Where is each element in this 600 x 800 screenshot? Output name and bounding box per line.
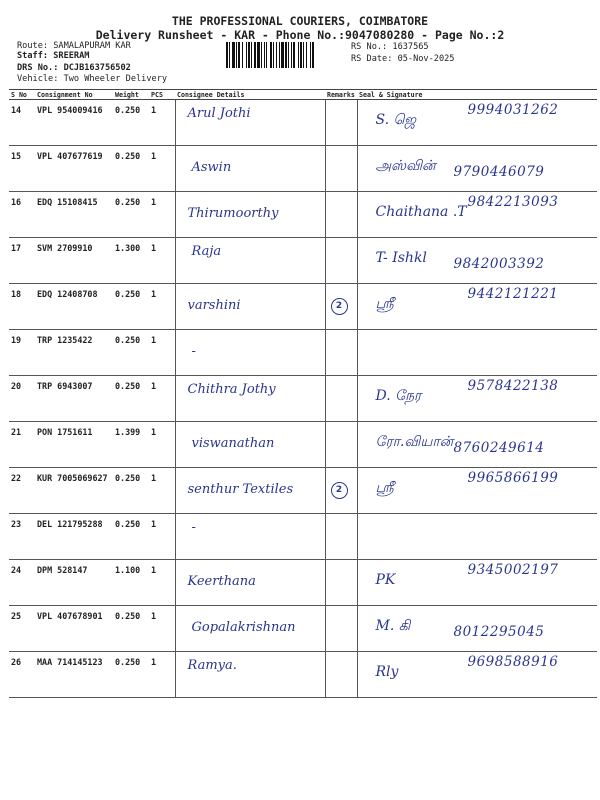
seal-signature-cell <box>357 422 597 468</box>
consignee-name: Keerthana <box>187 574 256 589</box>
sno-cell: 16 <box>9 192 35 238</box>
rs-number: RS No.: 1637565 <box>351 42 429 52</box>
company-title: THE PROFESSIONAL COURIERS, COIMBATORE <box>171 14 429 28</box>
remarks-cell <box>325 468 357 514</box>
remark-circle: 2 <box>331 482 348 499</box>
col-consignment: Consignment No <box>35 90 113 100</box>
sno-cell: 20 <box>9 376 35 422</box>
consignee-name: - <box>191 520 196 535</box>
table-row <box>9 146 597 192</box>
consignment-cell: TRP 6943007 <box>35 376 113 422</box>
consignment-cell: VPL 407678901 <box>35 606 113 652</box>
consignee-name: senthur Textiles <box>187 482 294 497</box>
sno-cell: 25 <box>9 606 35 652</box>
seal-text: D. நேர <box>375 388 422 404</box>
consignee-cell <box>175 560 325 606</box>
pcs-cell: 1 <box>149 238 175 284</box>
pcs-cell: 1 <box>149 422 175 468</box>
seal-text: M. கி <box>375 618 411 634</box>
remarks-cell <box>325 606 357 652</box>
pcs-cell: 1 <box>149 606 175 652</box>
seal-signature-cell <box>357 652 597 698</box>
consignee-cell <box>175 652 325 698</box>
sno-cell: 19 <box>9 330 35 376</box>
pcs-cell: 1 <box>149 560 175 606</box>
pcs-cell: 1 <box>149 468 175 514</box>
drs-number: DRS No.: DCJB163756502 <box>17 63 131 73</box>
seal-text: Chaithana .T <box>375 204 467 220</box>
phone-number: 9965866199 <box>467 470 559 486</box>
consignee-name: - <box>191 344 196 359</box>
consignee-name: Aswin <box>191 160 232 175</box>
pcs-cell: 1 <box>149 330 175 376</box>
phone-number: 9842003392 <box>453 256 545 272</box>
seal-text: ரோ.வியான் <box>375 434 454 450</box>
weight-cell: 1.100 <box>113 560 149 606</box>
rs-date: RS Date: 05-Nov-2025 <box>351 54 455 64</box>
phone-number: 9442121221 <box>467 286 559 302</box>
seal-signature-cell <box>357 468 597 514</box>
weight-cell: 0.250 <box>113 284 149 330</box>
consignment-cell: SVM 2709910 <box>35 238 113 284</box>
consignee-name: Ramya. <box>187 658 237 673</box>
col-seal: Seal & Signature <box>357 90 597 100</box>
route-text: Route: SAMALAPURAM KAR <box>17 41 131 51</box>
col-remarks: Remarks <box>325 90 357 100</box>
consignment-cell: TRP 1235422 <box>35 330 113 376</box>
table-row <box>9 284 597 330</box>
consignee-cell <box>175 238 325 284</box>
consignment-cell: VPL 407677619 <box>35 146 113 192</box>
weight-cell: 0.250 <box>113 192 149 238</box>
seal-signature-cell <box>357 606 597 652</box>
table-row <box>9 468 597 514</box>
seal-signature-cell <box>357 330 597 376</box>
consignee-cell <box>175 606 325 652</box>
seal-signature-cell <box>357 560 597 606</box>
weight-cell: 0.250 <box>113 652 149 698</box>
pcs-cell: 1 <box>149 514 175 560</box>
remarks-cell <box>325 192 357 238</box>
table-row <box>9 192 597 238</box>
remarks-cell <box>325 560 357 606</box>
remarks-cell <box>325 514 357 560</box>
phone-number: 9698588916 <box>467 654 559 670</box>
table-header-row <box>9 90 597 100</box>
col-weight: Weight <box>113 90 149 100</box>
consignee-cell <box>175 100 325 146</box>
barcode-image <box>226 42 346 68</box>
table-row <box>9 514 597 560</box>
consignee-cell <box>175 468 325 514</box>
sno-cell: 26 <box>9 652 35 698</box>
table-row <box>9 376 597 422</box>
table-row <box>9 422 597 468</box>
consignee-cell <box>175 376 325 422</box>
sno-cell: 15 <box>9 146 35 192</box>
consignment-cell: DEL 121795288 <box>35 514 113 560</box>
runsheet-subtitle: Delivery Runsheet - KAR - Phone No.:9047080280 - Page No.:2 <box>95 28 505 42</box>
consignment-cell: VPL 954009416 <box>35 100 113 146</box>
consignment-cell: MAA 714145123 <box>35 652 113 698</box>
phone-number: 9578422138 <box>467 378 559 394</box>
consignee-cell <box>175 146 325 192</box>
weight-cell: 0.250 <box>113 100 149 146</box>
table-row <box>9 100 597 146</box>
table-row <box>9 560 597 606</box>
remarks-cell <box>325 146 357 192</box>
table-row <box>9 238 597 284</box>
consignment-cell: PON 1751611 <box>35 422 113 468</box>
weight-cell: 0.250 <box>113 330 149 376</box>
col-consignee: Consignee Details <box>175 90 325 100</box>
consignee-cell <box>175 422 325 468</box>
remarks-cell <box>325 100 357 146</box>
pcs-cell: 1 <box>149 146 175 192</box>
table-row <box>9 652 597 698</box>
sno-cell: 24 <box>9 560 35 606</box>
sno-cell: 22 <box>9 468 35 514</box>
sno-cell: 18 <box>9 284 35 330</box>
runsheet-table <box>9 89 597 698</box>
seal-signature-cell <box>357 514 597 560</box>
weight-cell: 1.399 <box>113 422 149 468</box>
table-row <box>9 330 597 376</box>
phone-number: 9994031262 <box>467 102 559 118</box>
pcs-cell: 1 <box>149 192 175 238</box>
consignee-cell <box>175 192 325 238</box>
col-sno: S No <box>9 90 35 100</box>
seal-text: ஸ்ரீ <box>375 296 394 312</box>
consignee-name: Arul Jothi <box>187 106 251 121</box>
weight-cell: 0.250 <box>113 514 149 560</box>
seal-signature-cell <box>357 192 597 238</box>
remarks-cell <box>325 652 357 698</box>
seal-signature-cell <box>357 146 597 192</box>
seal-text: ஸ்ரீ <box>375 480 394 496</box>
seal-signature-cell <box>357 238 597 284</box>
consignee-name: Thirumoorthy <box>187 206 279 221</box>
consignee-name: Raja <box>191 244 222 259</box>
remarks-cell <box>325 376 357 422</box>
phone-number: 8760249614 <box>453 440 545 456</box>
pcs-cell: 1 <box>149 652 175 698</box>
consignee-name: Gopalakrishnan <box>191 620 296 635</box>
sno-cell: 21 <box>9 422 35 468</box>
col-pcs: PCS <box>149 90 175 100</box>
seal-text: அஸ்வின் <box>375 158 436 174</box>
phone-number: 9842213093 <box>467 194 559 210</box>
seal-signature-cell <box>357 376 597 422</box>
phone-number: 8012295045 <box>453 624 545 640</box>
sno-cell: 17 <box>9 238 35 284</box>
seal-signature-cell <box>357 284 597 330</box>
seal-text: Rly <box>375 664 399 680</box>
consignment-cell: EDQ 15108415 <box>35 192 113 238</box>
weight-cell: 0.250 <box>113 376 149 422</box>
remarks-cell <box>325 422 357 468</box>
weight-cell: 0.250 <box>113 146 149 192</box>
consignment-cell: EDQ 12408708 <box>35 284 113 330</box>
consignee-cell <box>175 284 325 330</box>
consignee-name: Chithra Jothy <box>187 382 276 397</box>
consignment-cell: DPM 528147 <box>35 560 113 606</box>
remarks-cell <box>325 330 357 376</box>
remarks-cell <box>325 238 357 284</box>
consignment-cell: KUR 7005069627 <box>35 468 113 514</box>
pcs-cell: 1 <box>149 376 175 422</box>
consignee-name: viswanathan <box>191 436 275 451</box>
table-row <box>9 606 597 652</box>
consignee-cell <box>175 330 325 376</box>
phone-number: 9345002197 <box>467 562 559 578</box>
phone-number: 9790446079 <box>453 164 545 180</box>
staff-text: Staff: SREERAM <box>17 51 90 61</box>
seal-text: PK <box>375 572 396 588</box>
remarks-cell <box>325 284 357 330</box>
weight-cell: 0.250 <box>113 606 149 652</box>
remark-circle: 2 <box>331 298 348 315</box>
sno-cell: 23 <box>9 514 35 560</box>
pcs-cell: 1 <box>149 100 175 146</box>
vehicle-text: Vehicle: Two Wheeler Delivery <box>17 74 168 84</box>
pcs-cell: 1 <box>149 284 175 330</box>
seal-text: S. ஜெ <box>375 112 417 128</box>
seal-signature-cell <box>357 100 597 146</box>
weight-cell: 1.300 <box>113 238 149 284</box>
consignee-name: varshini <box>187 298 241 313</box>
weight-cell: 0.250 <box>113 468 149 514</box>
sno-cell: 14 <box>9 100 35 146</box>
seal-text: T- Ishkl <box>375 250 427 266</box>
consignee-cell <box>175 514 325 560</box>
